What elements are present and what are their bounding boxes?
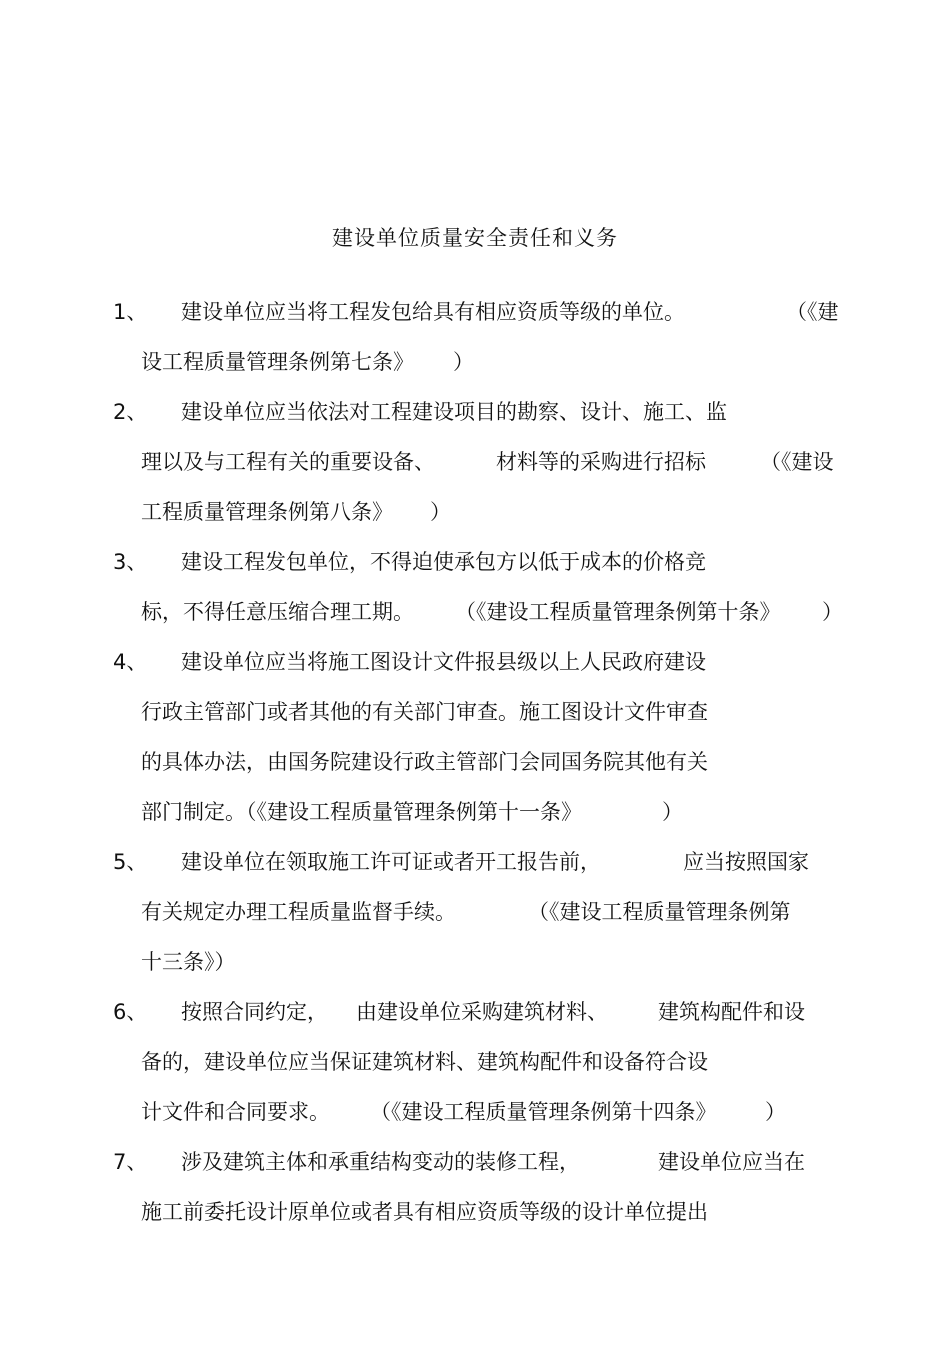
item-text: （《建设工程质量管理条例第十条》 xyxy=(455,600,781,624)
item-text: ） xyxy=(453,350,474,374)
item-number: 2、 xyxy=(113,400,148,424)
item-text: 按照合同约定， xyxy=(181,1000,328,1024)
item-text: 十三条》） xyxy=(141,950,236,974)
item-text: 材料等的采购进行招标 xyxy=(496,450,706,474)
item-text: 理以及与工程有关的重要设备、 xyxy=(141,450,435,474)
item-text: （《建 xyxy=(786,300,839,324)
item-text: 涉及建筑主体和承重结构变动的装修工程， xyxy=(181,1150,580,1174)
item-text: 由建设单位采购建筑材料、 xyxy=(356,1000,608,1024)
item-text: 应当按照国家 xyxy=(683,850,809,874)
item-text: 建设单位应当将工程发包给具有相应资质等级的单位。 xyxy=(181,300,685,324)
item-text: 设工程质量管理条例第七条》 xyxy=(141,350,414,374)
item-text: 行政主管部门或者其他的有关部门审查。施工图设计文件审查 xyxy=(141,700,708,724)
item-text: 部门制定。（《建设工程质量管理条例第十一条》 xyxy=(141,800,582,824)
item-text: 工程质量管理条例第八条》 xyxy=(141,500,393,524)
item-text: 建设单位在领取施工许可证或者开工报告前， xyxy=(181,850,601,874)
item-text: 有关规定办理工程质量监督手续。 xyxy=(141,900,456,924)
item-text: 建筑构配件和设 xyxy=(658,1000,805,1024)
item-number: 7、 xyxy=(113,1150,148,1174)
item-text: ） xyxy=(662,800,683,824)
item-text: 建设工程发包单位，不得迫使承包方以低于成本的价格竞 xyxy=(181,550,706,574)
item-text: 建设单位应当在 xyxy=(658,1150,805,1174)
document-title: 建设单位质量安全责任和义务 xyxy=(332,226,618,250)
item-text: 标，不得任意压缩合理工期。 xyxy=(141,600,414,624)
item-text: 的具体办法，由国务院建设行政主管部门会同国务院其他有关 xyxy=(141,750,708,774)
item-number: 3、 xyxy=(113,550,148,574)
item-number: 1、 xyxy=(113,300,148,324)
item-number: 5、 xyxy=(113,850,148,874)
item-number: 6、 xyxy=(113,1000,148,1024)
item-text: ） xyxy=(430,500,451,524)
item-text: 建设单位应当依法对工程建设项目的勘察、设计、施工、监 xyxy=(181,400,727,424)
item-number: 4、 xyxy=(113,650,148,674)
item-text: ） xyxy=(822,600,843,624)
item-text: 计文件和合同要求。 xyxy=(141,1100,330,1124)
item-text: 备的，建设单位应当保证建筑材料、建筑构配件和设备符合设 xyxy=(141,1050,708,1074)
item-text: （《建设 xyxy=(760,450,834,474)
item-text: （《建设工程质量管理条例第 xyxy=(528,900,791,924)
item-text: （《建设工程质量管理条例第十四条》 xyxy=(370,1100,717,1124)
item-text: 建设单位应当将施工图设计文件报县级以上人民政府建设 xyxy=(181,650,706,674)
item-text: ） xyxy=(765,1100,786,1124)
item-text: 施工前委托设计原单位或者具有相应资质等级的设计单位提出 xyxy=(141,1200,708,1224)
